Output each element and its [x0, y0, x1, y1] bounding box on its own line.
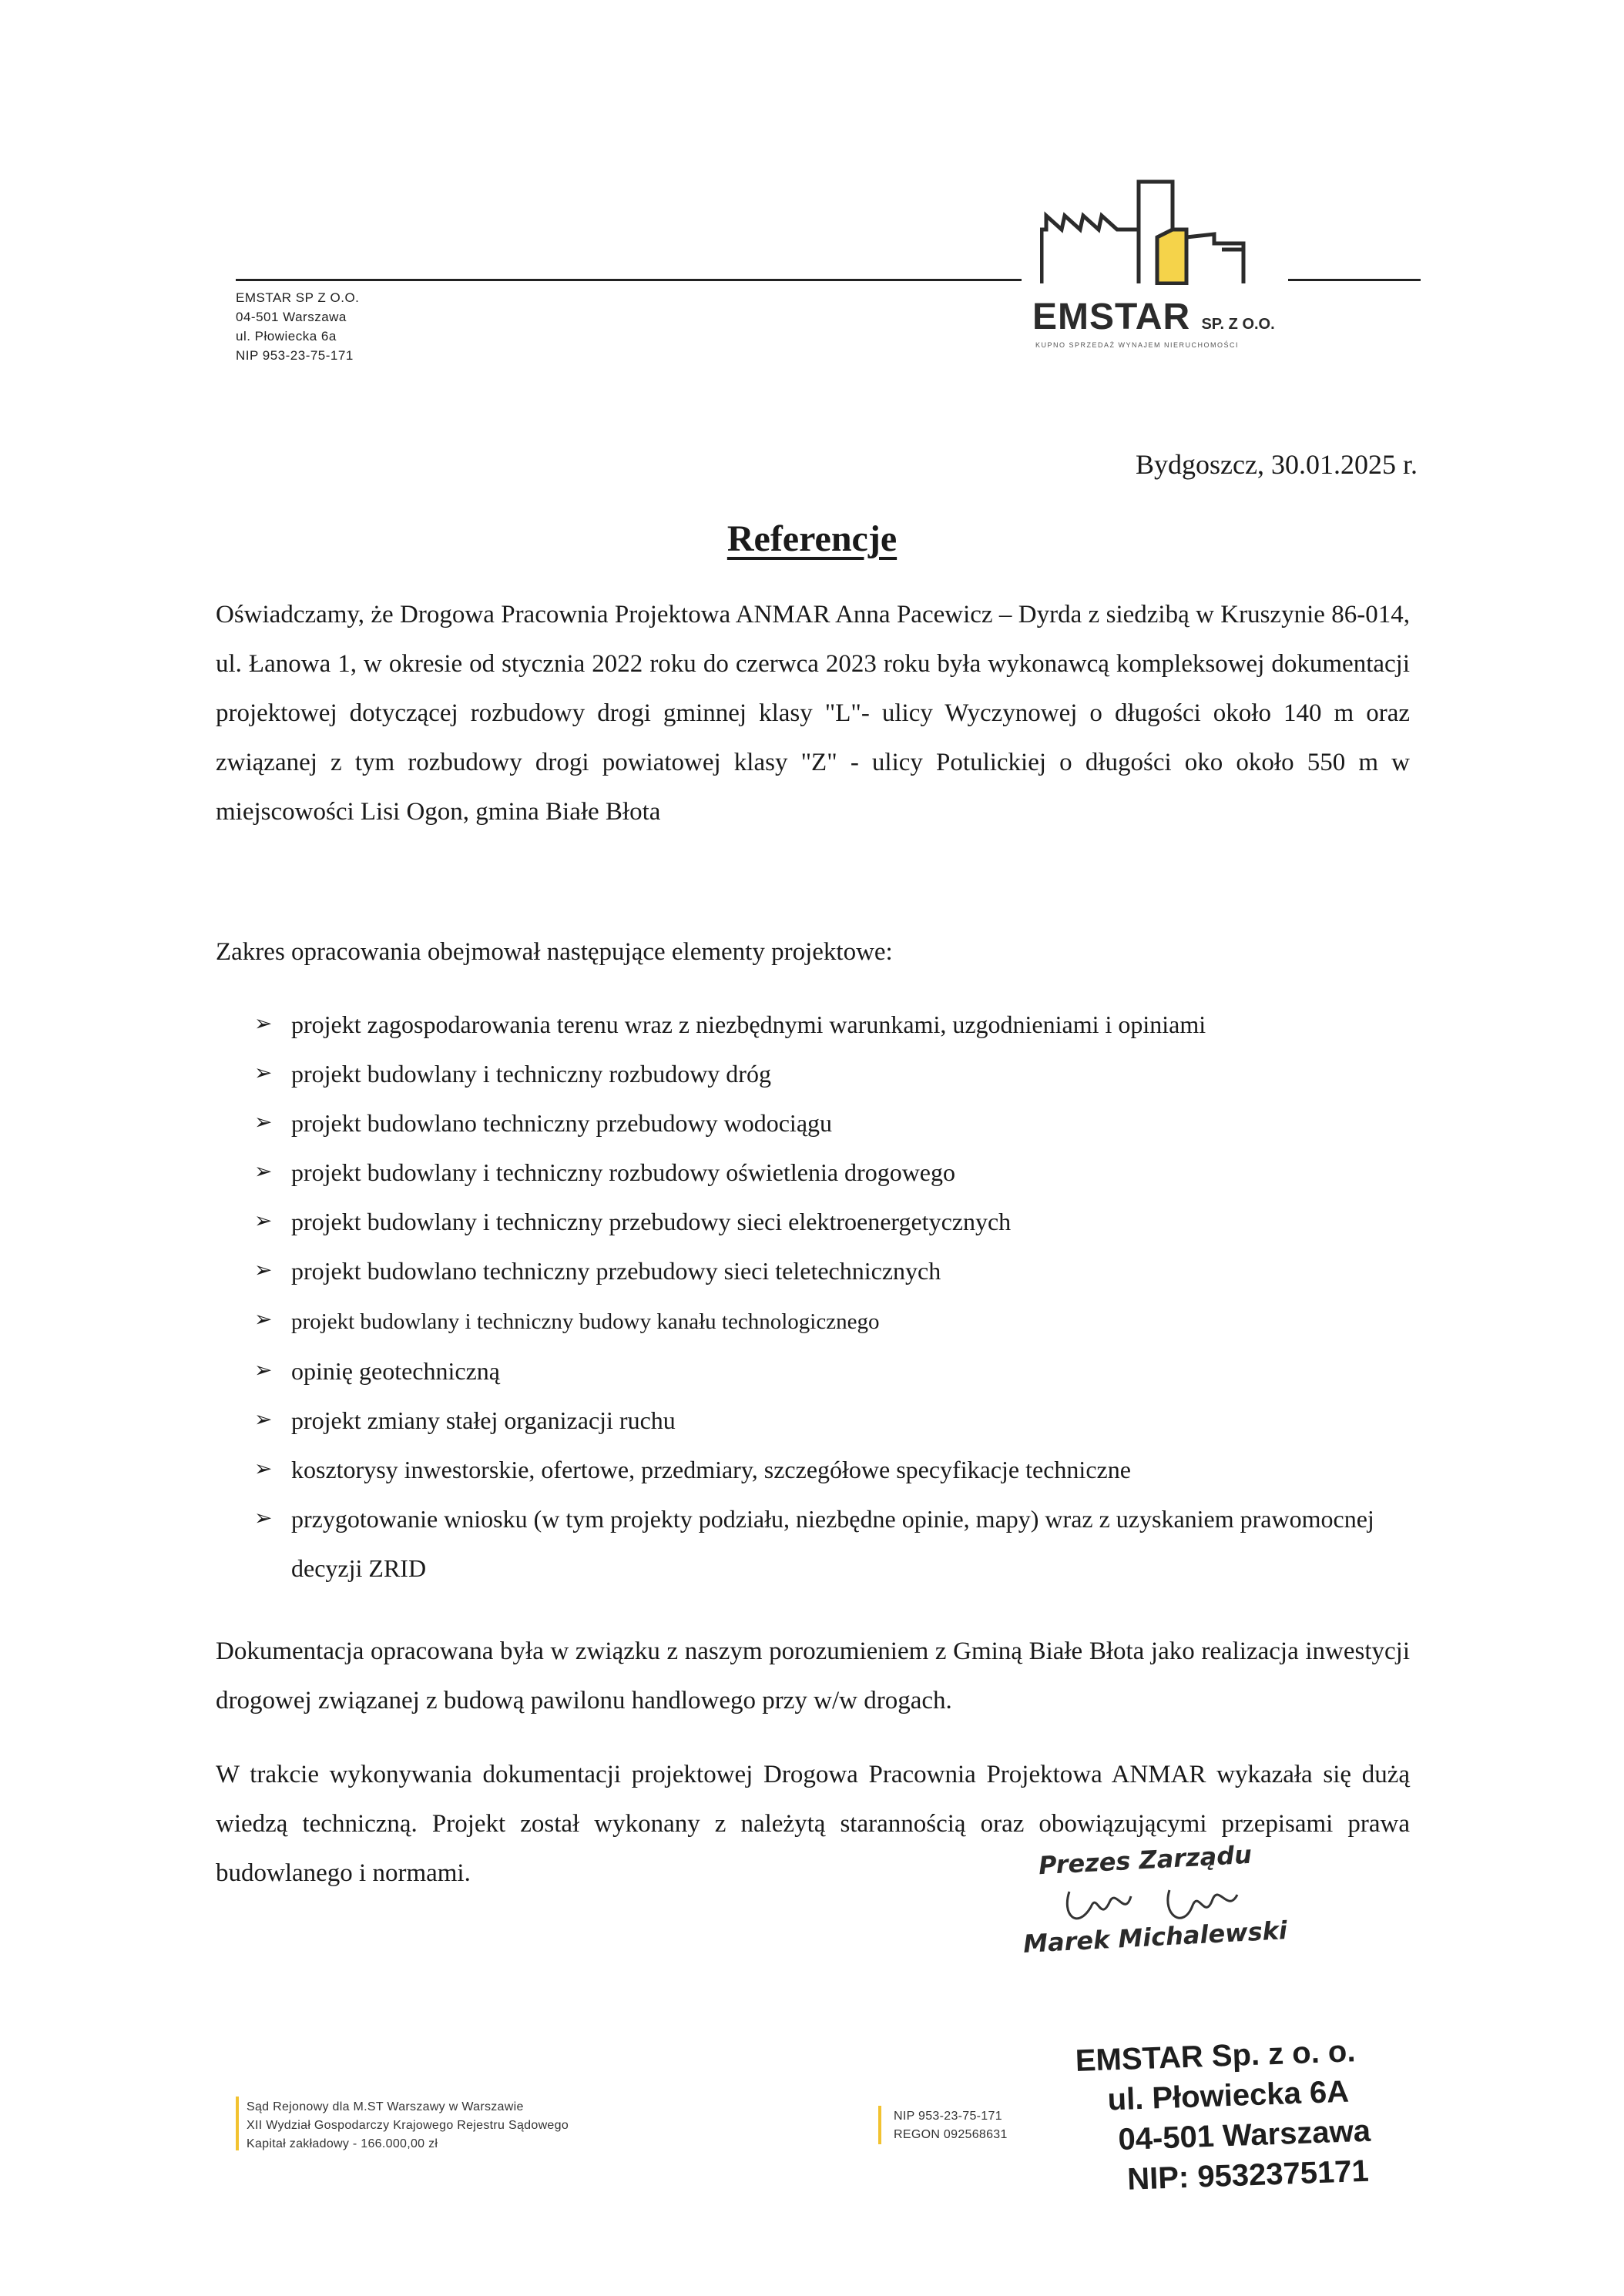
address-line: ul. Płowiecka 6a	[236, 329, 337, 344]
signature-name: Marek Michalewski	[1022, 1916, 1288, 1959]
header-rule-right	[1288, 279, 1421, 281]
list-item-text: kosztorysy inwestorskie, ofertowe, przedmiary, szczegółowe specyfikacje techniczne	[291, 1456, 1131, 1483]
company-brand-name	[1032, 296, 1275, 338]
list-item-text: przygotowanie wniosku (w tym projekty podziału, niezbędne opinie, mapy) wraz z uzyskaniem prawomocnej decyzji ZRID	[291, 1505, 1374, 1582]
stamp-line: 04-501 Warszawa	[1117, 2113, 1371, 2157]
list-item-text: opinię geotechniczną	[291, 1357, 500, 1385]
bullet-arrow-icon: ➢	[254, 1061, 273, 1085]
brand-tagline: KUPNO SPRZEDAŻ WYNAJEM NIERUCHOMOŚCI	[1035, 341, 1240, 349]
bullet-arrow-icon: ➢	[254, 1160, 273, 1184]
address-line: 04-501 Warszawa	[236, 310, 347, 324]
list-item-text: projekt budowlany i techniczny budowy kanału technologicznego	[291, 1309, 880, 1334]
list-item-text: projekt zmiany stałej organizacji ruchu	[291, 1406, 676, 1434]
footer-registry-info	[247, 2098, 569, 2154]
list-item	[254, 1295, 1410, 1346]
list-item	[254, 1445, 1410, 1494]
list-item-text: projekt budowlany i techniczny rozbudowy dróg	[291, 1060, 771, 1088]
paragraph-assessment: W trakcie wykonywania dokumentacji projektowej Drogowa Pracownia Projektowa ANMAR wykazała się dużą wiedzą techniczną. Projekt został wykonany z należytą starannością oraz obowiązującymi przepisami prawa budowlanego i normami.	[216, 1761, 1410, 1887]
letter-date: Bydgoszcz, 30.01.2025 r.	[1136, 449, 1418, 480]
list-item-text: projekt budowlano techniczny przebudowy wodociągu	[291, 1109, 833, 1137]
bullet-arrow-icon: ➢	[254, 1111, 273, 1135]
stamp-line: ul. Płowiecka 6A	[1106, 2074, 1350, 2117]
list-item	[254, 1049, 1410, 1098]
paragraph-agreement: Dokumentacja opracowana była w związku z naszym porozumieniem z Gminą Białe Błota jako realizacja inwestycji drogowej związanej z budową pawilonu handlowego przy w/w drogach.	[216, 1637, 1410, 1714]
list-item-text: projekt budowlano techniczny przebudowy sieci teletechnicznych	[291, 1257, 941, 1285]
stamp-line: NIP: 9532375171	[1126, 2154, 1370, 2197]
bullet-arrow-icon: ➢	[254, 1012, 273, 1036]
brand-name: EMSTAR	[1032, 297, 1191, 337]
company-stamp	[1075, 2031, 1373, 2201]
footer-tax-ids	[894, 2107, 1008, 2144]
list-item-text: projekt zagospodarowania terenu wraz z niezbędnymi warunkami, uzgodnieniami i opiniami	[291, 1011, 1206, 1038]
list-item	[254, 1246, 1410, 1295]
intro-paragraph: Oświadczamy, że Drogowa Pracownia Projektowa ANMAR Anna Pacewicz – Dyrda z siedzibą w Kruszynie 86-014, ul. Łanowa 1, w okresie od stycznia 2022 roku do czerwca 2023 roku była wykonawcą kompleksowej dokumentacji projektowej dotyczącej rozbudowy drogi gminnej klasy "L"- ulicy Wyczynowej o długości około 140 m oraz związanej z tym rozbudowy drogi powiatowej klasy "Z" - ulicy Potulickiej o długości oko około 550 m w miejscowości Lisi Ogon, gmina Białe Błota	[216, 601, 1410, 826]
footer-line: Kapitał zakładowy - 166.000,00 zł	[247, 2137, 438, 2150]
brand-suffix: SP. Z O.O.	[1201, 316, 1275, 333]
footer-line: Sąd Rejonowy dla M.ST Warszawy w Warszawie	[247, 2100, 524, 2113]
address-line: EMSTAR SP Z O.O.	[236, 290, 360, 305]
bullet-arrow-icon: ➢	[254, 1408, 273, 1432]
bullet-arrow-icon: ➢	[254, 1507, 273, 1530]
scope-list	[254, 1000, 1410, 1593]
header-rule-left	[236, 279, 1022, 281]
bullet-arrow-icon: ➢	[254, 1308, 273, 1332]
list-item	[254, 1000, 1410, 1049]
footer-line: XII Wydział Gospodarczy Krajowego Rejestru Sądowego	[247, 2119, 569, 2132]
list-item	[254, 1148, 1410, 1197]
footer-accent-bar	[878, 2106, 881, 2144]
list-item-text: projekt budowlany i techniczny rozbudowy oświetlenia drogowego	[291, 1158, 955, 1186]
list-item	[254, 1494, 1410, 1593]
signature-role: Prezes Zarządu	[1038, 1839, 1253, 1881]
letter-title: Referencje	[726, 518, 898, 559]
bullet-arrow-icon: ➢	[254, 1259, 273, 1282]
footer-line: REGON 092568631	[894, 2128, 1008, 2141]
address-line: NIP 953-23-75-171	[236, 348, 354, 363]
list-item	[254, 1396, 1410, 1445]
footer-line: NIP 953-23-75-171	[894, 2110, 1002, 2123]
stamp-line: EMSTAR Sp. z o. o.	[1075, 2034, 1357, 2078]
list-item	[254, 1346, 1410, 1396]
footer-accent-bar	[236, 2097, 239, 2150]
bullet-arrow-icon: ➢	[254, 1209, 273, 1233]
scope-heading: Zakres opracowania obejmował następujące elementy projektowe:	[216, 938, 893, 966]
list-item	[254, 1197, 1410, 1246]
company-logo-icon	[1040, 176, 1271, 285]
list-item	[254, 1098, 1410, 1148]
bullet-arrow-icon: ➢	[254, 1359, 273, 1383]
bullet-arrow-icon: ➢	[254, 1457, 273, 1481]
company-address-block	[236, 288, 359, 365]
list-item-text: projekt budowlany i techniczny przebudowy sieci elektroenergetycznych	[291, 1208, 1012, 1235]
